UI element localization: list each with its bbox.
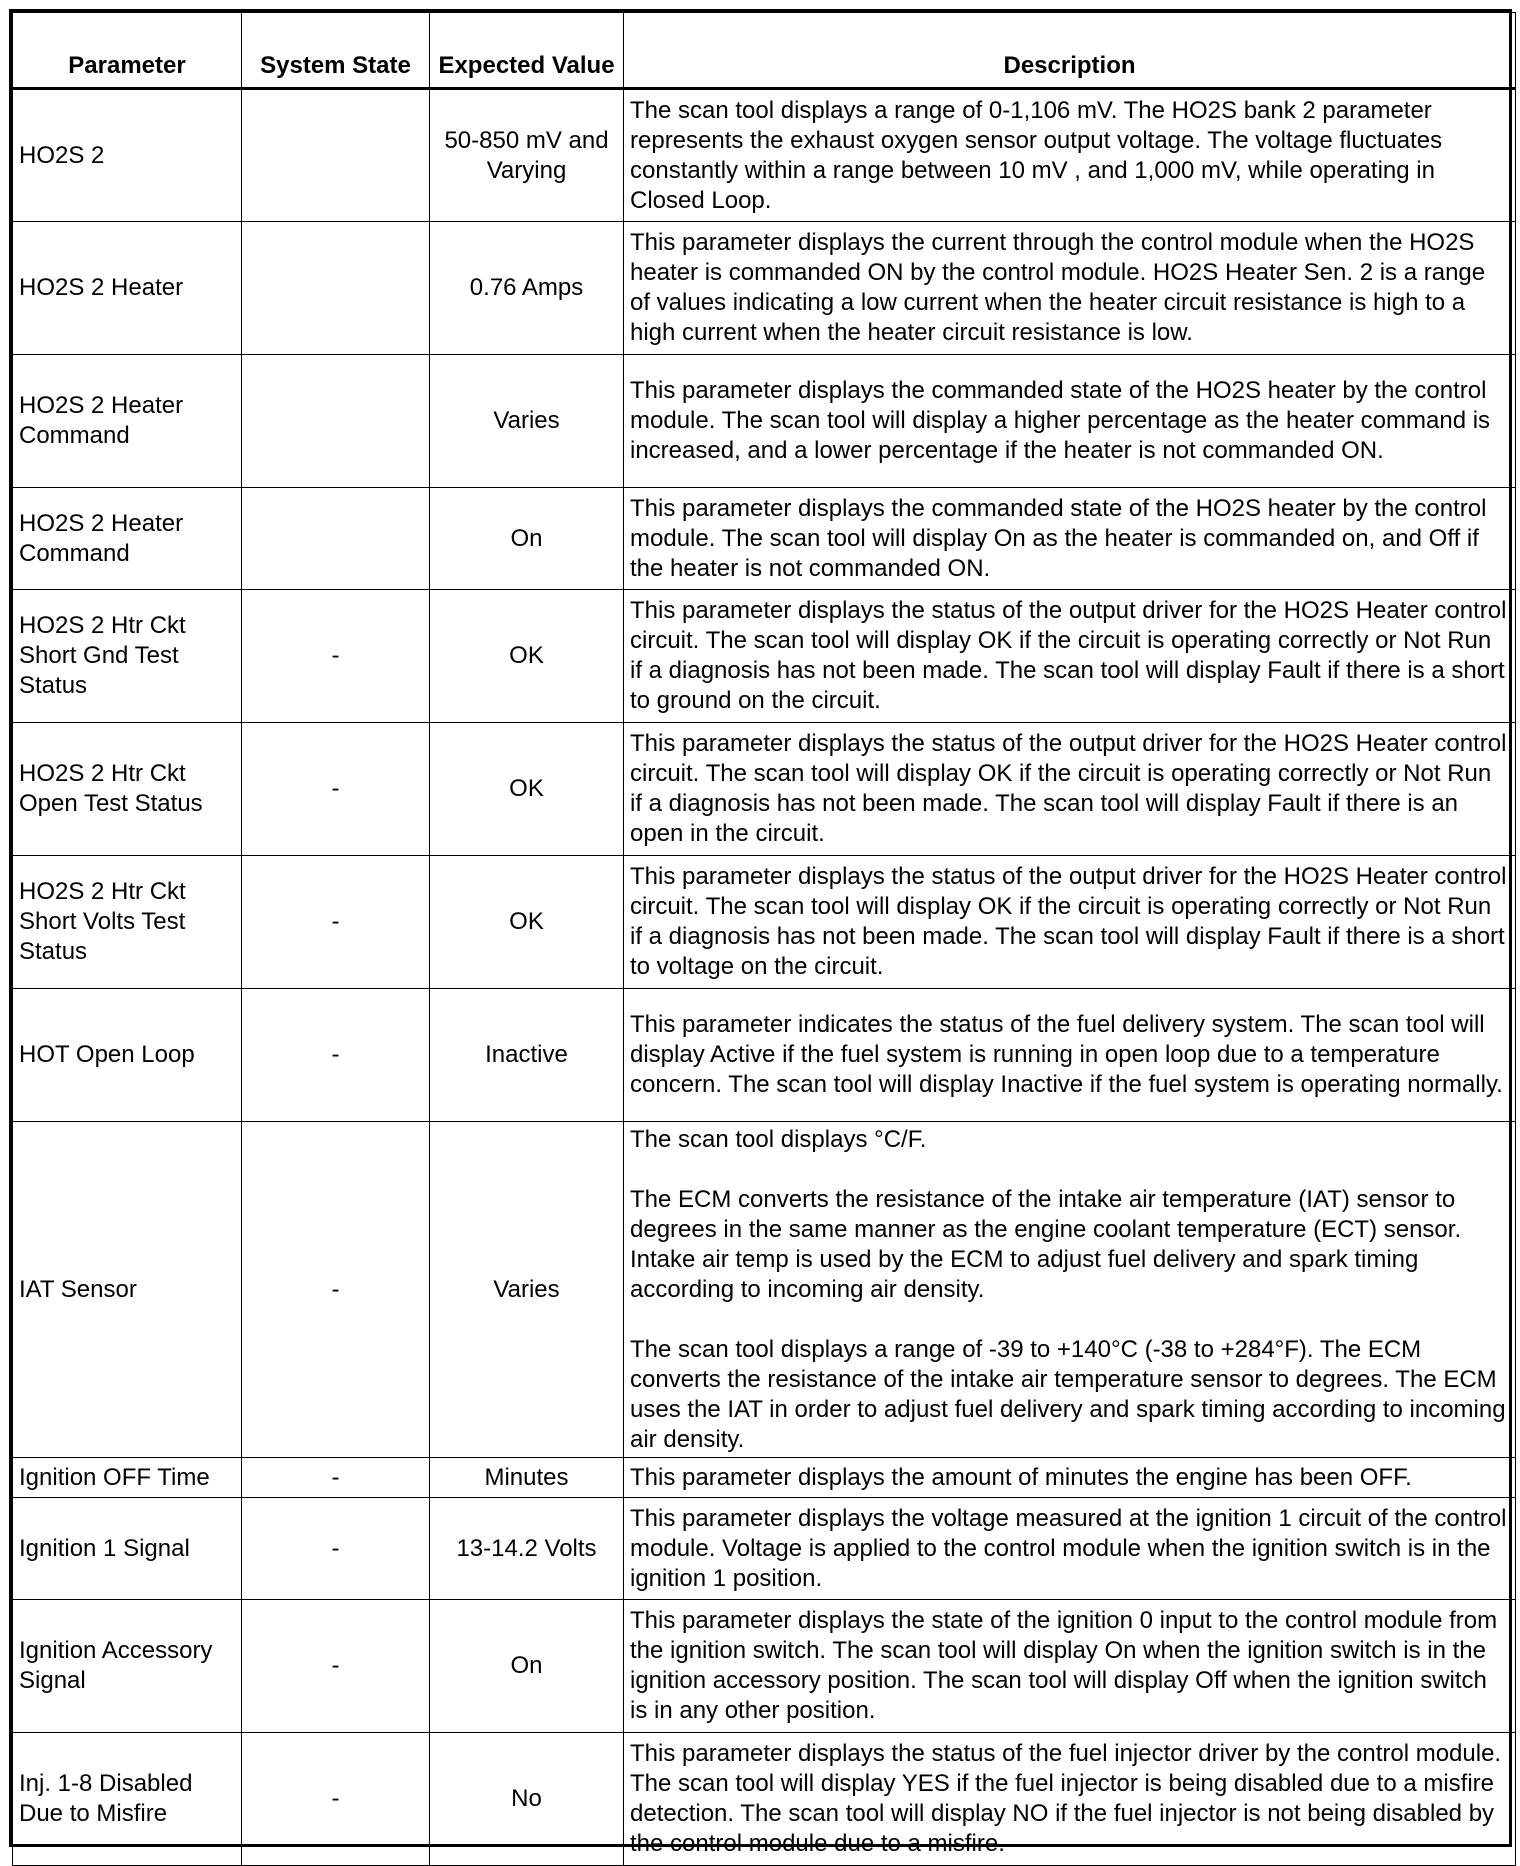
description-cell [624,1600,1516,1733]
table-row [13,856,1516,989]
description-paragraph: This parameter indicates the status of the fuel delivery system. The scan tool will display Active if the fuel system is running in open loop due to a temperature concern. The scan tool will display Inactive if the fuel system is operating normally. [630,1011,1503,1098]
system-state-cell: - [242,590,430,723]
parameter-cell: Inj. 1-8 Disabled Due to Misfire [13,1733,242,1866]
expected-value-cell: Varies [430,355,624,488]
system-state-cell [242,222,430,355]
description-paragraph: The scan tool displays a range of -39 to +140°C (-38 to +284°F). The ECM converts the resistance of the intake air temperature sensor to degrees. The ECM uses the IAT in order to adjust fuel delivery and spark timing according to incoming air density. [630,1335,1506,1453]
description-paragraph: This parameter displays the status of the output driver for the HO2S Heater control circuit. The scan tool will display OK if the circuit is operating correctly or Not Run if a diagnosis has not been made. The scan tool will display Fault if there is an open in the circuit. [630,730,1507,847]
table-row [13,355,1516,488]
expected-value-cell: OK [430,590,624,723]
description-paragraph: The scan tool displays °C/F. [630,1125,927,1153]
expected-value-cell: 0.76 Amps [430,222,624,355]
parameter-table [12,12,1516,1866]
table-header [13,13,1516,89]
description-cell [624,590,1516,723]
table-row [13,1600,1516,1733]
description-paragraph: This parameter displays the commanded state of the HO2S heater by the control module. The scan tool will display On as the heater is commanded on, and Off if the heater is not commanded ON. [630,494,1487,582]
description-cell [624,989,1516,1122]
table-body [13,89,1516,1866]
system-state-cell: - [242,1122,430,1458]
system-state-cell: - [242,723,430,856]
system-state-cell: - [242,856,430,989]
description-paragraph: This parameter displays the status of the output driver for the HO2S Heater control circuit. The scan tool will display OK if the circuit is operating correctly or Not Run if a diagnosis has not been made. The scan tool will display Fault if there is a short to voltage on the circuit. [630,863,1507,980]
description-cell [624,1122,1516,1458]
system-state-cell: - [242,1600,430,1733]
table-row [13,590,1516,723]
table-row [13,1458,1516,1498]
description-cell [624,89,1516,222]
header-description: Description [624,13,1516,89]
expected-value-cell: Minutes [430,1458,624,1498]
system-state-cell: - [242,1458,430,1498]
header-system-state: System State [242,13,430,89]
description-paragraph: This parameter displays the state of the ignition 0 input to the control module from the ignition switch. The scan tool will display On when the ignition switch is in the ignition accessory position. The scan tool will display Off when the ignition switch is in any other position. [630,1607,1498,1724]
parameter-cell: IAT Sensor [13,1122,242,1458]
system-state-cell: - [242,1733,430,1866]
parameter-cell: HO2S 2 Heater Command [13,355,242,488]
parameter-cell: HO2S 2 Htr Ckt Short Gnd Test Status [13,590,242,723]
description-paragraph: This parameter displays the current through the control module when the HO2S heater is commanded ON by the control module. HO2S Heater Sen. 2 is a range of values indicating a low current when the heater circuit resistance is high to a high current when the heater circuit resistance is low. [630,229,1486,346]
description-paragraph: This parameter displays the commanded state of the HO2S heater by the control module. The scan tool will display a higher percentage as the heater command is increased, and a lower percentage if the heater is not commanded ON. [630,377,1491,464]
description-paragraph: This parameter displays the status of the output driver for the HO2S Heater control circuit. The scan tool will display OK if the circuit is operating correctly or Not Run if a diagnosis has not been made. The scan tool will display Fault if there is a short to ground on the circuit. [630,597,1507,714]
expected-value-cell: OK [430,856,624,989]
parameter-cell: HO2S 2 Htr Ckt Short Volts Test Status [13,856,242,989]
expected-value-cell: 13-14.2 Volts [430,1498,624,1600]
table-row [13,1122,1516,1458]
system-state-cell [242,488,430,590]
parameter-cell: HO2S 2 Htr Ckt Open Test Status [13,723,242,856]
header-parameter: Parameter [13,13,242,89]
description-paragraph: This parameter displays the amount of minutes the engine has been OFF. [630,1463,1412,1491]
table-row [13,1733,1516,1866]
table-row [13,1498,1516,1600]
description-paragraph: The ECM converts the resistance of the intake air temperature (IAT) sensor to degrees in the same manner as the engine coolant temperature (ECT) sensor. Intake air temp is used by the ECM to adjust fuel delivery and spark timing according to incoming air density. [630,1185,1462,1303]
system-state-cell [242,355,430,488]
system-state-cell: - [242,1498,430,1600]
description-cell [624,1458,1516,1498]
expected-value-cell: On [430,1600,624,1733]
expected-value-cell: OK [430,723,624,856]
system-state-cell [242,89,430,222]
table-row [13,89,1516,222]
expected-value-cell: On [430,488,624,590]
description-paragraph: The scan tool displays a range of 0-1,106 mV. The HO2S bank 2 parameter represents the exhaust oxygen sensor output voltage. The voltage fluctuates constantly within a range between 10 mV , and 1,000 mV, while operating in Closed Loop. [630,96,1443,214]
parameter-cell: HO2S 2 Heater Command [13,488,242,590]
parameter-cell: HOT Open Loop [13,989,242,1122]
header-expected-value: Expected Value [430,13,624,89]
expected-value-cell: No [430,1733,624,1866]
description-cell [624,355,1516,488]
parameter-cell: HO2S 2 [13,89,242,222]
parameter-table-frame [9,9,1512,1857]
description-cell [624,1498,1516,1600]
description-cell [624,488,1516,590]
expected-value-cell: 50-850 mV and Varying [430,89,624,222]
description-cell [624,856,1516,989]
parameter-cell: Ignition 1 Signal [13,1498,242,1600]
parameter-cell: Ignition Accessory Signal [13,1600,242,1733]
table-row [13,222,1516,355]
expected-value-cell: Inactive [430,989,624,1122]
description-cell [624,723,1516,856]
table-row [13,488,1516,590]
description-paragraph: This parameter displays the status of the fuel injector driver by the control module. The scan tool will display YES if the fuel injector is being disabled due to a misfire detection. The scan tool will display NO if the fuel injector is not being disabled by the control module due to a misfire. [630,1740,1502,1857]
table-row [13,723,1516,856]
description-cell [624,222,1516,355]
table-row [13,989,1516,1122]
description-paragraph: This parameter displays the voltage measured at the ignition 1 circuit of the control module. Voltage is applied to the control module when the ignition switch is in the ignition 1 position. [630,1504,1507,1592]
system-state-cell: - [242,989,430,1122]
description-cell [624,1733,1516,1866]
expected-value-cell: Varies [430,1122,624,1458]
parameter-cell: Ignition OFF Time [13,1458,242,1498]
parameter-cell: HO2S 2 Heater [13,222,242,355]
